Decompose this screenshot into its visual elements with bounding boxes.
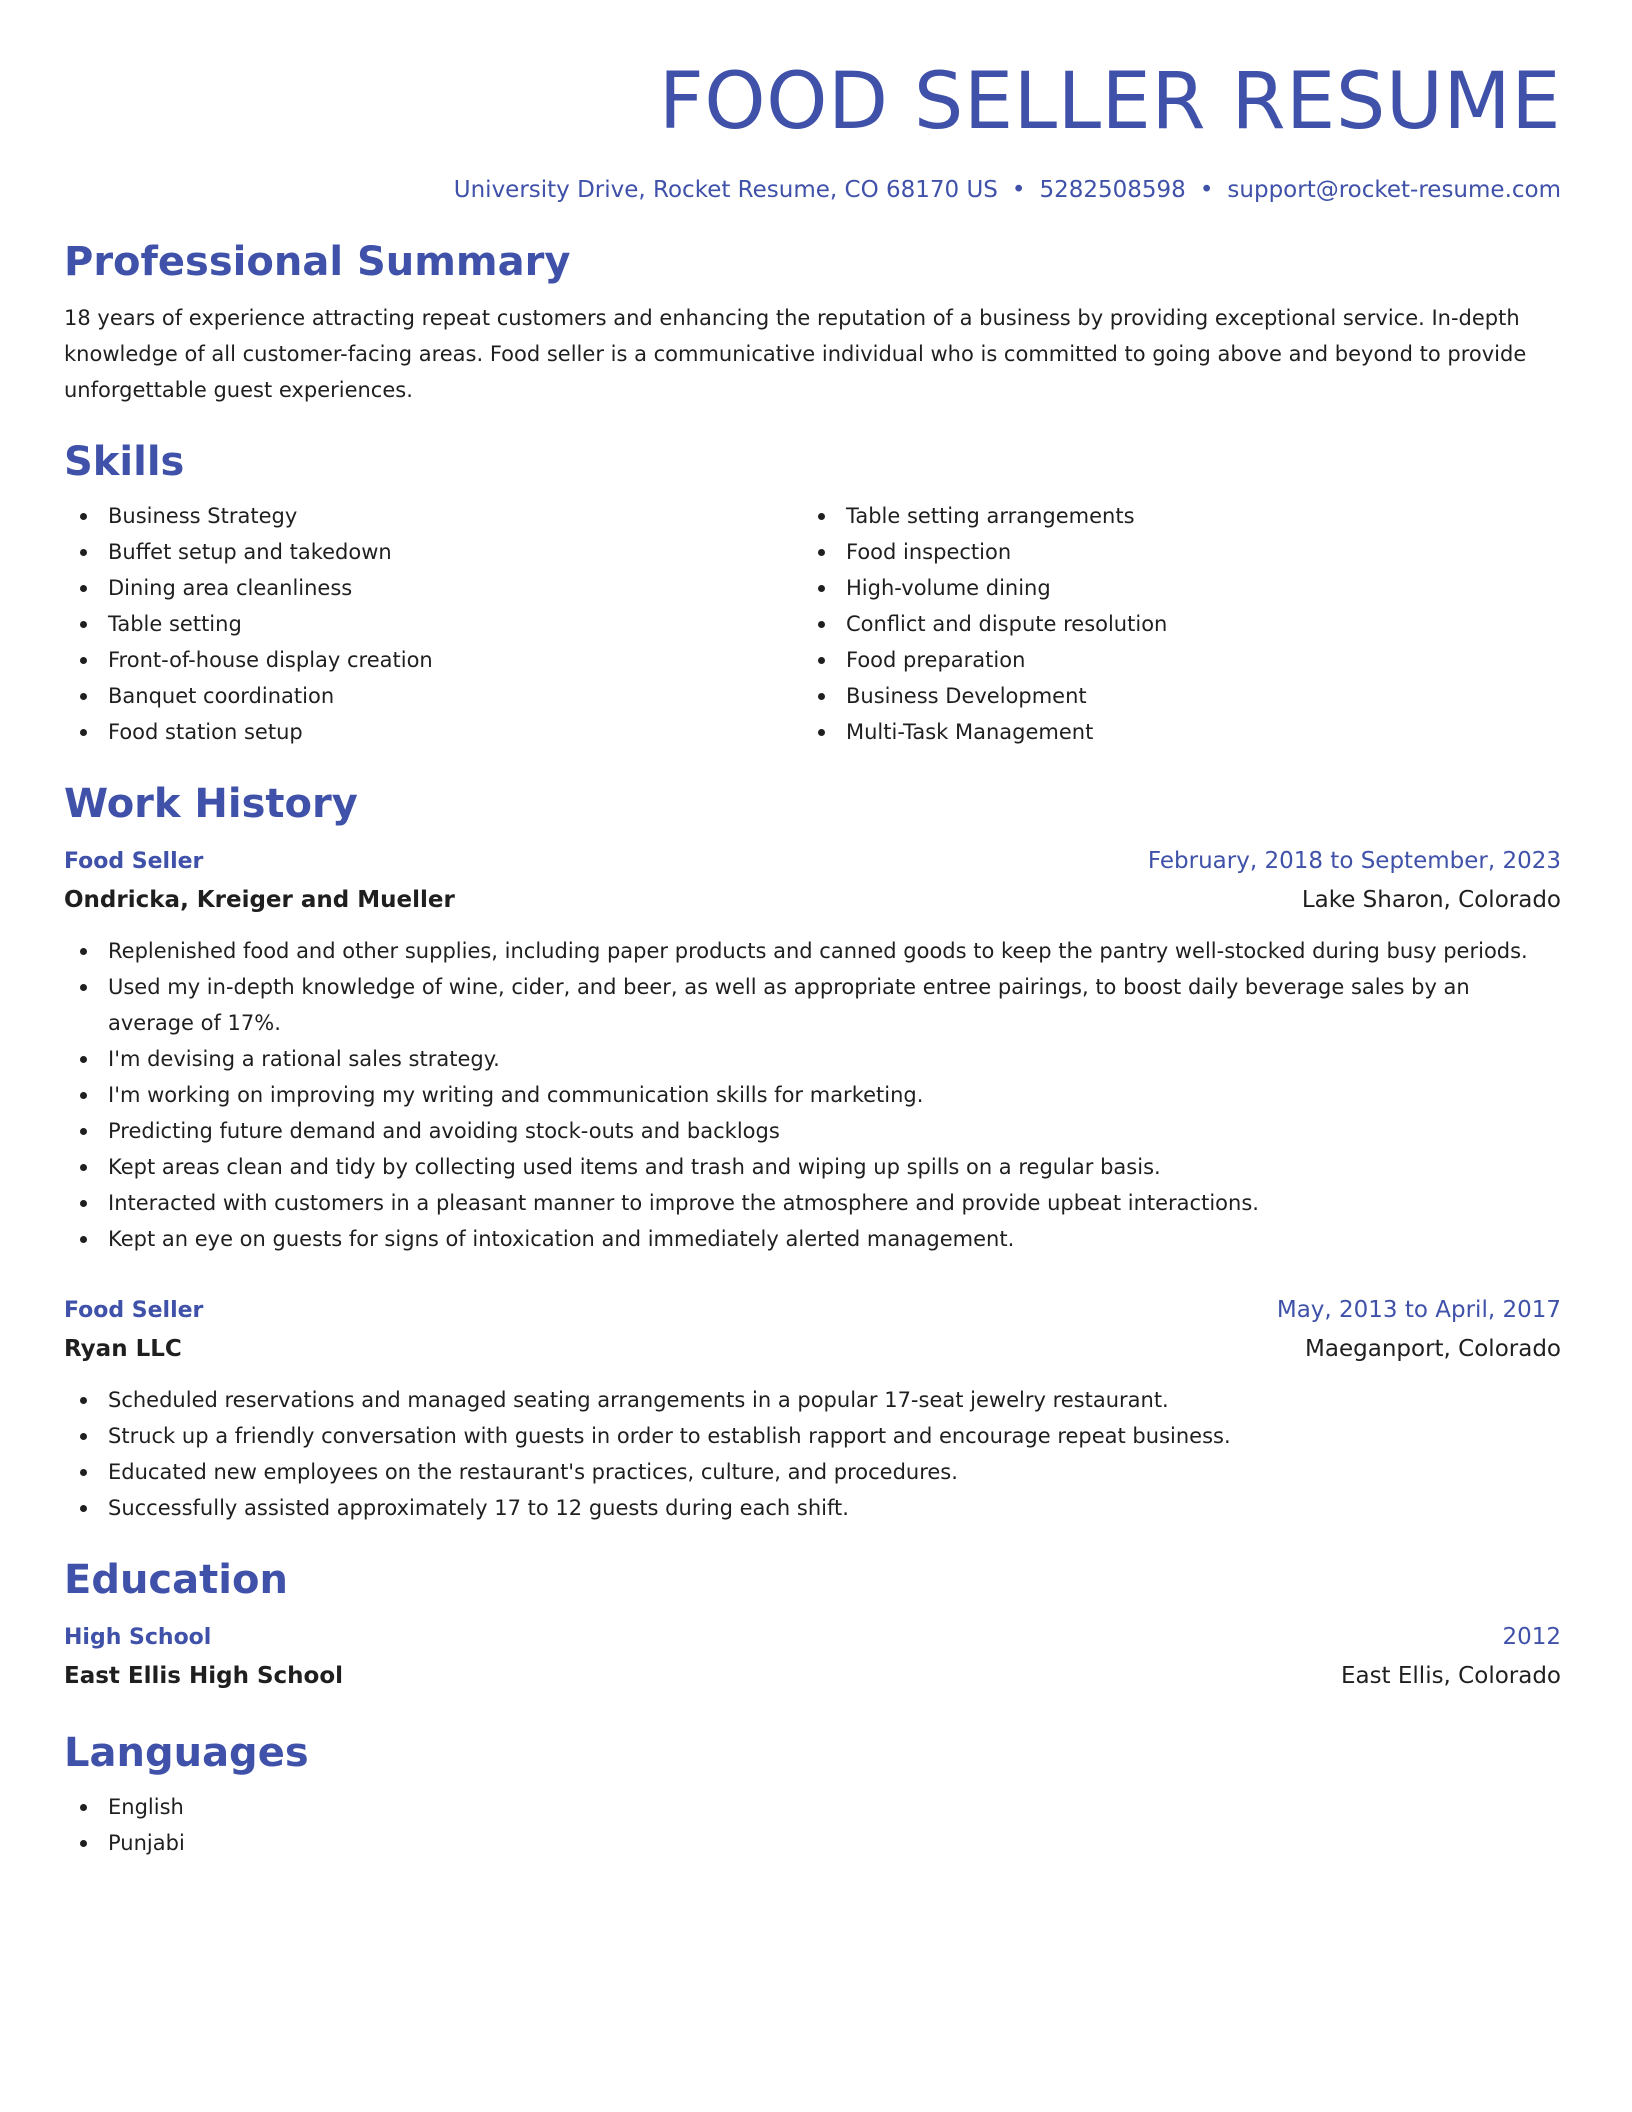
job-duty-item: Interacted with customers in a pleasant manner to improve the atmosphere and provide upbeat interactions. (64, 1185, 1561, 1221)
skill-item: High-volume dining (802, 570, 1540, 606)
job-dates: May, 2013 to April, 2017 (1276, 1297, 1561, 1323)
languages-list (64, 1789, 1561, 1861)
skills-heading: Skills (64, 439, 185, 485)
job-entry (64, 1291, 1561, 1526)
contact-separator: • (1199, 177, 1214, 203)
education-heading: Education (64, 1557, 288, 1603)
skills-column-left (64, 498, 802, 750)
summary-text: 18 years of experience attracting repeat customers and enhancing the reputation of a business by providing exceptional service. In-depth knowledge of all customer-facing areas. Food seller is a communicative individual who is committed to going above and beyond to provide unforgettable guest experiences. (64, 306, 1527, 402)
job-duties-list (64, 933, 1561, 1257)
contact-address: University Drive, Rocket Resume, CO 68170 US (453, 177, 998, 203)
language-item: English (64, 1789, 1561, 1825)
job-location: Maeganport, Colorado (1305, 1336, 1561, 1362)
languages-heading: Languages (64, 1730, 309, 1776)
job-dates: February, 2018 to September, 2023 (1147, 848, 1561, 874)
education-year: 2012 (1502, 1624, 1561, 1650)
skill-item: Dining area cleanliness (64, 570, 802, 606)
job-duty-item: Replenished food and other supplies, including paper products and canned goods to keep the pantry well-stocked during busy periods. (64, 933, 1561, 969)
education-location: East Ellis, Colorado (1340, 1663, 1561, 1689)
summary-section (64, 238, 1561, 408)
resume-title: FOOD SELLER RESUME (658, 57, 1561, 147)
skill-item: Table setting arrangements (802, 498, 1540, 534)
skills-column-right (802, 498, 1540, 750)
job-company: Ryan LLC (64, 1336, 182, 1362)
languages-section (64, 1729, 1561, 1861)
skill-item: Multi-Task Management (802, 714, 1540, 750)
skills-section (64, 438, 1561, 750)
skills-list-right (802, 498, 1540, 750)
job-duty-item: I'm working on improving my writing and communication skills for marketing. (64, 1077, 1561, 1113)
skills-list-left (64, 498, 802, 750)
job-location: Lake Sharon, Colorado (1301, 887, 1561, 913)
job-duty-item: Predicting future demand and avoiding stock-outs and backlogs (64, 1113, 1561, 1149)
skill-item: Table setting (64, 606, 802, 642)
job-duty-item: Successfully assisted approximately 17 to 12 guests during each shift. (64, 1490, 1561, 1526)
job-company: Ondricka, Kreiger and Mueller (64, 887, 455, 913)
job-duty-item: Scheduled reservations and managed seating arrangements in a popular 17-seat jewelry restaurant. (64, 1382, 1561, 1418)
skill-item: Business Development (802, 678, 1540, 714)
job-duty-item: Used my in-depth knowledge of wine, cider, and beer, as well as appropriate entree pairings, to boost daily beverage sales by an average of 17%. (64, 969, 1561, 1041)
education-school: East Ellis High School (64, 1663, 344, 1689)
job-company-row (64, 1330, 1561, 1368)
education-entry (64, 1618, 1561, 1695)
job-company-row (64, 881, 1561, 919)
job-title-row (64, 842, 1561, 881)
work-history-heading: Work History (64, 781, 358, 827)
contact-email[interactable]: support@rocket-resume.com (1227, 177, 1561, 203)
skill-item: Food preparation (802, 642, 1540, 678)
skill-item: Food inspection (802, 534, 1540, 570)
contact-separator: • (1011, 177, 1026, 203)
skill-item: Conflict and dispute resolution (802, 606, 1540, 642)
education-section (64, 1556, 1561, 1695)
language-item: Punjabi (64, 1825, 1561, 1861)
job-title: Food Seller (64, 1298, 204, 1323)
job-duty-item: Educated new employees on the restaurant's practices, culture, and procedures. (64, 1454, 1561, 1490)
contact-phone: 5282508598 (1039, 177, 1186, 203)
skill-item: Front-of-house display creation (64, 642, 802, 678)
job-entry (64, 842, 1561, 1257)
skill-item: Banquet coordination (64, 678, 802, 714)
job-duty-item: Kept an eye on guests for signs of intoxication and immediately alerted management. (64, 1221, 1561, 1257)
job-duties-list (64, 1382, 1561, 1526)
work-history-section (64, 780, 1561, 1526)
job-duty-item: Struck up a friendly conversation with guests in order to establish rapport and encourage repeat business. (64, 1418, 1561, 1454)
job-duty-item: Kept areas clean and tidy by collecting used items and trash and wiping up spills on a regular basis. (64, 1149, 1561, 1185)
resume-page (64, 0, 1561, 1861)
education-degree: High School (64, 1625, 212, 1650)
job-title: Food Seller (64, 849, 204, 874)
summary-heading: Professional Summary (64, 239, 571, 285)
job-title-row (64, 1291, 1561, 1330)
education-school-row (64, 1657, 1561, 1695)
education-degree-row (64, 1618, 1561, 1657)
skill-item: Buffet setup and takedown (64, 534, 802, 570)
skill-item: Food station setup (64, 714, 802, 750)
skills-grid (64, 498, 1561, 750)
contact-line (64, 174, 1561, 206)
skill-item: Business Strategy (64, 498, 802, 534)
job-duty-item: I'm devising a rational sales strategy. (64, 1041, 1561, 1077)
